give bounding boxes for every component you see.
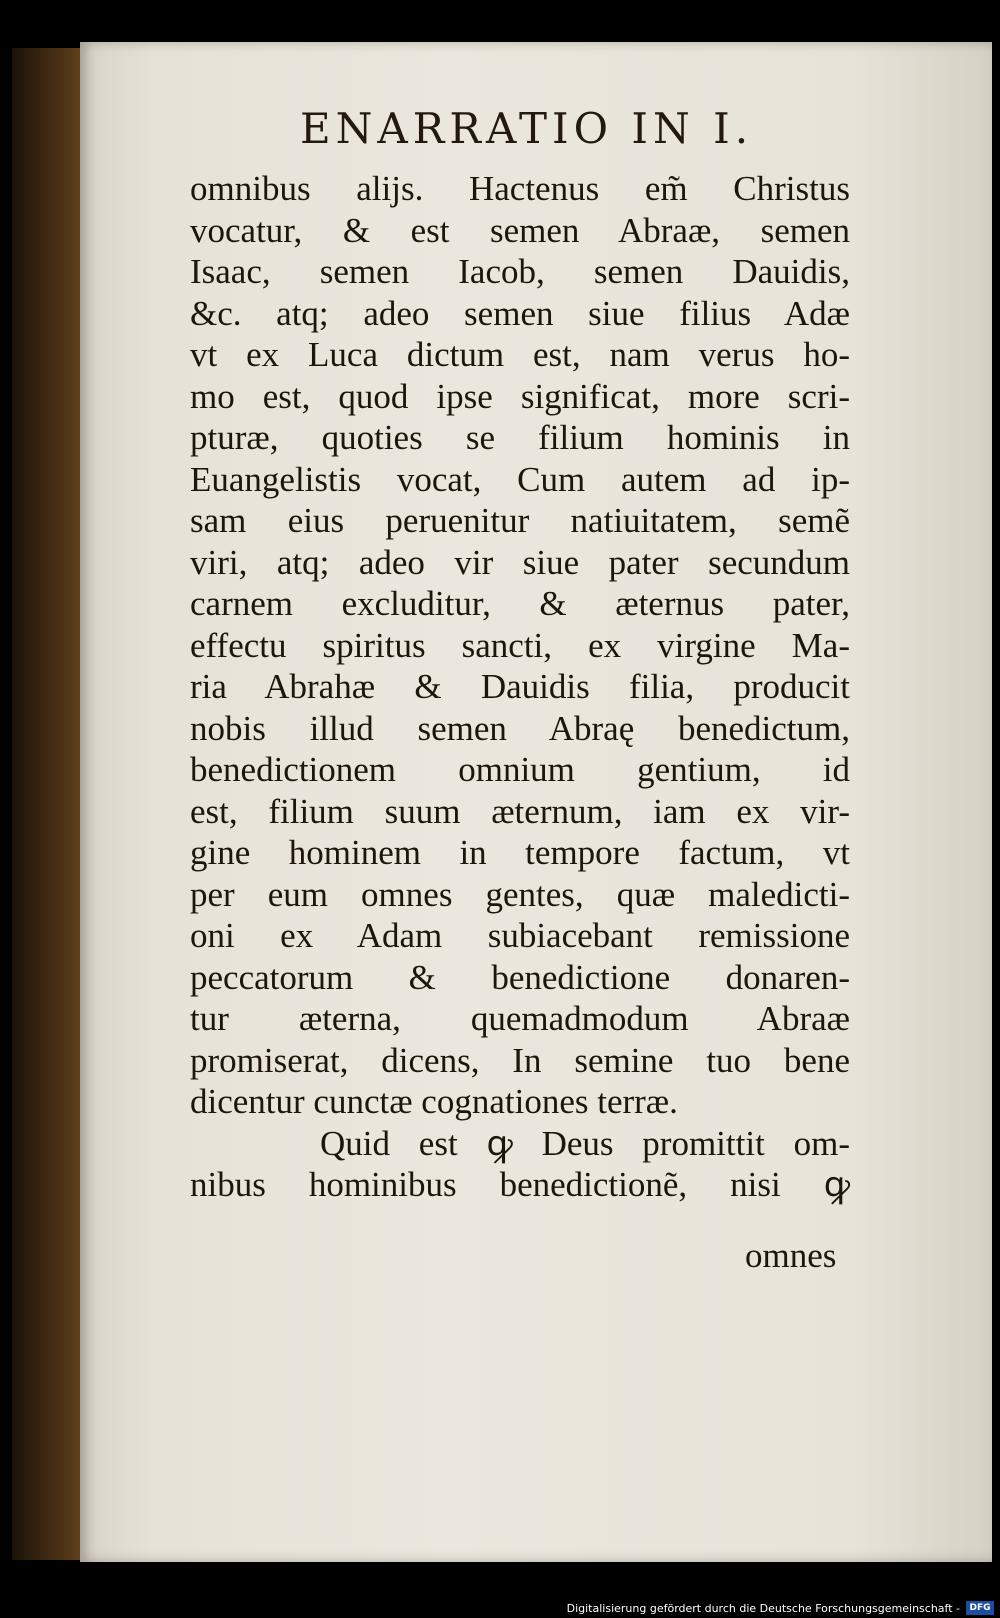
text-line: dicentur cunctæ cognationes terræ. [190, 1082, 678, 1121]
text-line: viri, atq; adeo vir siue pater secundum [190, 542, 850, 582]
text-line: benedictionem omnium gentium, id [190, 750, 850, 789]
text-line: effectu spiritus sancti, ex virgine Ma- [190, 625, 850, 665]
funding-credit: Digitalisierung gefördert durch die Deutsche Forschungsgemeinschaft - [566, 1602, 960, 1615]
text-line: oni ex Adam subiacebant remissione [190, 916, 850, 955]
text-line: &c. atq; adeo semen siue filius Adæ [190, 293, 850, 333]
catchword: omnes [745, 1236, 837, 1275]
text-line: vocatur, & est semen Abraæ, semen [190, 210, 850, 250]
text-line: peccatorum & benedictione donaren- [190, 957, 850, 997]
text-line: gine hominem in tempore factum, vt [190, 833, 850, 872]
text-line: Euangelistis vocat, Cum autem ad ip- [190, 459, 850, 499]
dfg-logo-icon: DFG [966, 1601, 994, 1615]
text-line: omnibus alijs. Hactenus em̃ Christus [190, 169, 850, 208]
footer-bar [0, 1596, 1000, 1618]
text-line: mo est, quod ipse significat, more scri- [190, 376, 850, 416]
text-line: nibus hominibus benedictionẽ, nisi ꝙ [190, 1165, 850, 1204]
body-text [190, 168, 850, 1206]
text-line: per eum omnes gentes, quæ maledicti- [190, 874, 850, 914]
text-line: pturæ, quoties se filium hominis in [190, 418, 850, 457]
text-line: vt ex Luca dictum est, nam verus ho- [190, 335, 850, 374]
text-line: Quid est ꝙ Deus promittit om- [320, 1123, 850, 1163]
text-line: carnem excluditur, & æternus pater, [190, 584, 850, 623]
text-line: Isaac, semen Iacob, semen Dauidis, [190, 252, 850, 291]
text-line: promiserat, dicens, In semine tuo bene [190, 1040, 850, 1080]
text-line: nobis illud semen Abraę benedictum, [190, 708, 850, 748]
text-line: est, filium suum æternum, iam ex vir- [190, 791, 850, 831]
text-line: sam eius peruenitur natiuitatem, semẽ [190, 501, 850, 540]
text-line: tur æterna, quemadmodum Abraæ [190, 999, 850, 1038]
text-line: ria Abrahæ & Dauidis filia, producit [190, 667, 850, 706]
running-header: ENARRATIO IN I. [300, 104, 754, 153]
